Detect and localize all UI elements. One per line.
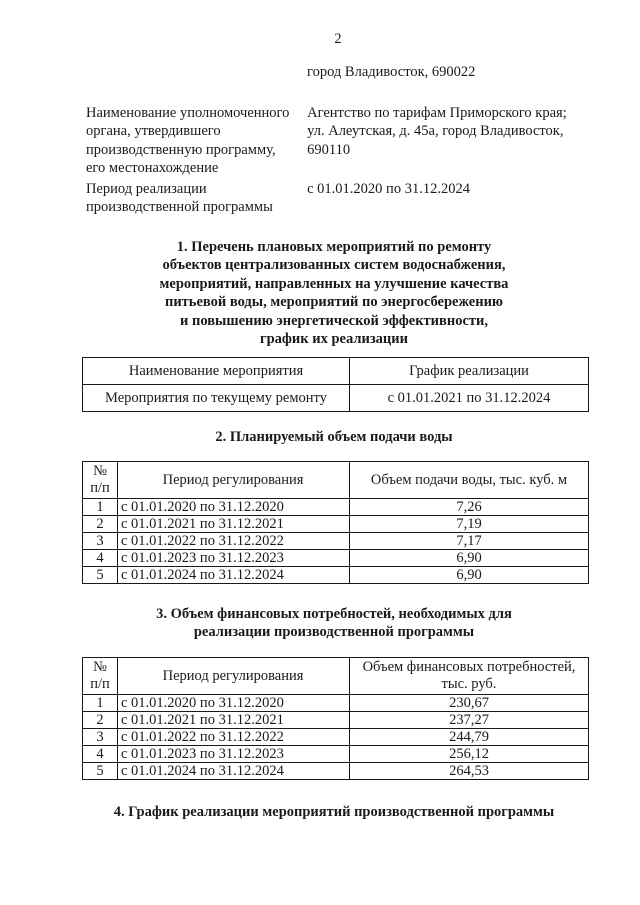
table-cell: 5 <box>83 567 118 584</box>
table-cell: 2 <box>83 712 118 729</box>
info-value <box>307 104 596 178</box>
table-cell: 6,90 <box>350 550 589 567</box>
section1-title <box>14 238 640 348</box>
section1-title-line: мероприятий, направленных на улучшение качества <box>159 275 509 292</box>
table-row <box>83 567 589 584</box>
info-label-line: Наименование уполномоченного <box>86 105 290 121</box>
info-row-authority <box>86 104 596 178</box>
section2-title <box>14 428 640 446</box>
financial-needs-table <box>82 657 589 780</box>
table-cell: с 01.01.2023 по 31.12.2023 <box>118 550 350 567</box>
table-cell: с 01.01.2020 по 31.12.2020 <box>118 499 350 516</box>
section1-title-line: питьевой воды, мероприятий по энергосбережению <box>164 294 504 311</box>
table-header-row <box>83 358 589 385</box>
measures-table <box>82 357 589 412</box>
info-label <box>86 180 307 217</box>
page-number: 2 <box>334 31 342 47</box>
table-cell: 237,27 <box>350 712 589 729</box>
table-row <box>83 516 589 533</box>
table-cell: 5 <box>83 763 118 780</box>
table-cell: с 01.01.2022 по 31.12.2022 <box>118 729 350 746</box>
info-value-line: 690110 <box>307 141 351 158</box>
table-cell: 3 <box>83 729 118 746</box>
header-cell: № п/п <box>83 658 118 695</box>
water-volume-table <box>82 461 589 584</box>
table-cell: 7,17 <box>350 533 589 550</box>
table-cell: 264,53 <box>350 763 589 780</box>
table-cell: Мероприятия по текущему ремонту <box>83 385 350 412</box>
header-cell: Объем финансовых потребностей, тыс. руб. <box>350 658 589 695</box>
table-row <box>83 763 589 780</box>
header-cell: Период регулирования <box>118 462 350 499</box>
section1-title-line: график их реализации <box>259 331 408 348</box>
info-label-line: производственной программы <box>86 199 273 216</box>
header-cell: Период регулирования <box>118 658 350 695</box>
table-cell: 1 <box>83 695 118 712</box>
table-cell: с 01.01.2021 по 31.12.2024 <box>350 385 589 412</box>
section1-title-line: объектов централизованных систем водоснабжения, <box>162 257 506 274</box>
info-value <box>307 180 596 217</box>
table-row <box>83 729 589 746</box>
info-value-line: ул. Алеутская, д. 45а, город Владивосток, <box>307 123 564 140</box>
info-label-line: органа, утвердившего <box>86 123 221 140</box>
info-value-line: с 01.01.2020 по 31.12.2024 <box>307 181 470 197</box>
city-address: город Владивосток, 690022 <box>307 64 476 80</box>
table-cell: 244,79 <box>350 729 589 746</box>
section3-title-line: реализации производственной программы <box>193 624 475 641</box>
info-label-line: производственную программу, <box>86 141 276 158</box>
section4-title <box>14 803 640 821</box>
table-row <box>83 746 589 763</box>
table-cell: с 01.01.2022 по 31.12.2022 <box>118 533 350 550</box>
table-row <box>83 550 589 567</box>
table-cell: 4 <box>83 746 118 763</box>
section1-title-line: 1. Перечень плановых мероприятий по ремонту <box>176 239 492 255</box>
table-cell: с 01.01.2020 по 31.12.2020 <box>118 695 350 712</box>
table-cell: с 01.01.2024 по 31.12.2024 <box>118 567 350 584</box>
table-header-row <box>83 658 589 695</box>
header-cell: Объем подачи воды, тыс. куб. м <box>350 462 589 499</box>
table-cell: 7,19 <box>350 516 589 533</box>
table-cell: 3 <box>83 533 118 550</box>
table-cell: 4 <box>83 550 118 567</box>
table-cell: с 01.01.2024 по 31.12.2024 <box>118 763 350 780</box>
table-cell: с 01.01.2021 по 31.12.2021 <box>118 516 350 533</box>
section3-title-line: 3. Объем финансовых потребностей, необходимых для <box>156 606 512 622</box>
table-cell: 6,90 <box>350 567 589 584</box>
table-cell: 230,67 <box>350 695 589 712</box>
section2-title-line: 2. Планируемый объем подачи воды <box>215 429 453 445</box>
section3-title <box>14 605 640 642</box>
header-cell: № п/п <box>83 462 118 499</box>
table-row <box>83 695 589 712</box>
table-cell: 7,26 <box>350 499 589 516</box>
section1-title-line: и повышению энергетической эффективности, <box>180 312 488 329</box>
info-label-line: Период реализации <box>86 181 207 197</box>
info-row-period <box>86 180 596 217</box>
table-row <box>83 533 589 550</box>
header-cell: График реализации <box>350 358 589 385</box>
table-row <box>83 499 589 516</box>
table-cell: 1 <box>83 499 118 516</box>
table-cell: 2 <box>83 516 118 533</box>
header-cell: Наименование мероприятия <box>83 358 350 385</box>
info-label <box>86 104 307 178</box>
info-value-line: Агентство по тарифам Приморского края; <box>307 105 567 121</box>
table-header-row <box>83 462 589 499</box>
table-row <box>83 712 589 729</box>
table-cell: с 01.01.2023 по 31.12.2023 <box>118 746 350 763</box>
table-cell: 256,12 <box>350 746 589 763</box>
table-cell: с 01.01.2021 по 31.12.2021 <box>118 712 350 729</box>
section4-title-line: 4. График реализации мероприятий производственной программы <box>113 804 555 820</box>
table-row <box>83 385 589 412</box>
info-label-line: его местонахождение <box>86 160 219 177</box>
